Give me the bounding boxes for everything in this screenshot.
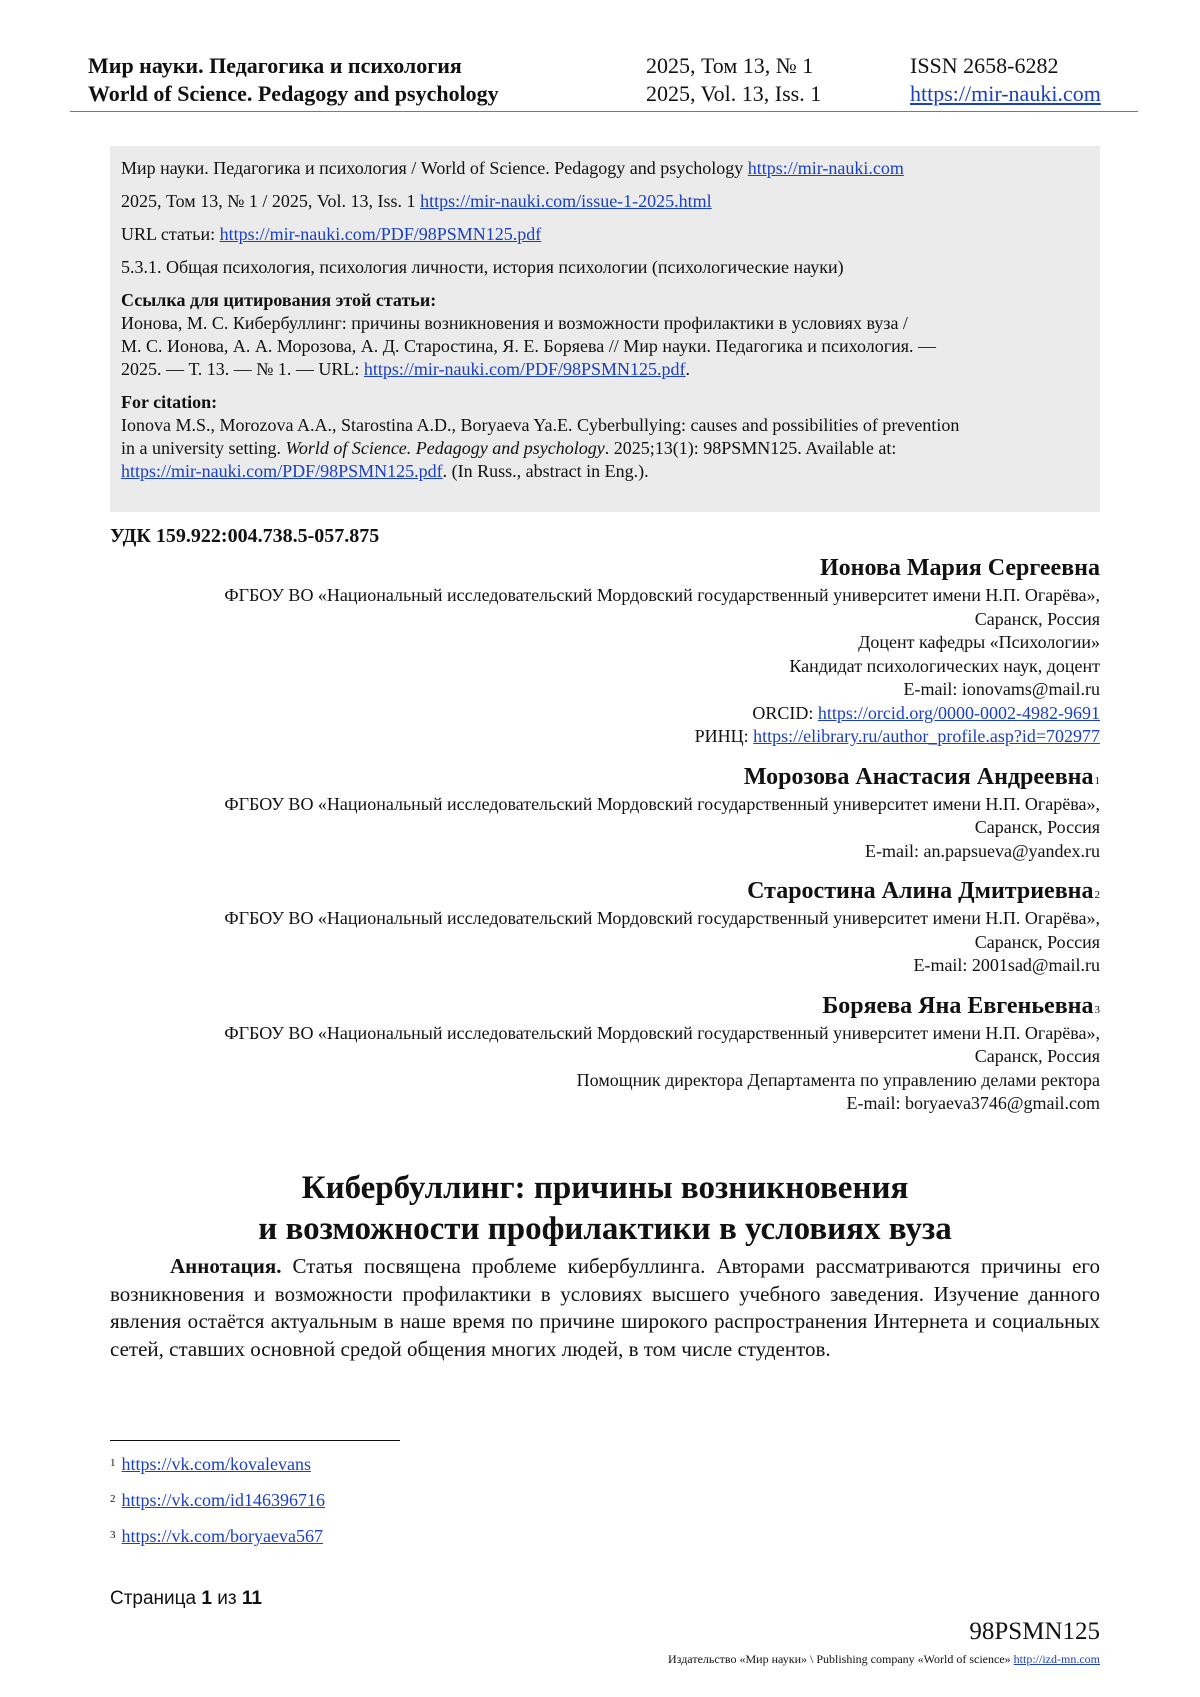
journal-title-ru: Мир науки. Педагогика и психология <box>88 53 462 78</box>
author-block <box>100 761 1100 864</box>
footnote-link[interactable]: https://vk.com/kovalevans <box>121 1454 311 1474</box>
footnote: $^2$ https://vk.com/id146396716 <box>110 1490 326 1510</box>
author-footnote-mark: 3 <box>1094 1003 1100 1016</box>
cite-ru-link[interactable]: https://mir-nauki.com/PDF/98PSMN125.pdf <box>363 359 686 379</box>
article-title-line2: и возможности профилактики в условиях вуза <box>258 1211 952 1247</box>
footnote-divider <box>110 1440 400 1441</box>
author-name: Боряева Яна Евгеньевна$^3$ <box>822 992 1100 1019</box>
journal-titles <box>88 52 499 108</box>
author-email: E-mail: boryaeva3746@gmail.com <box>846 1093 1100 1113</box>
author-email: E-mail: ionovams@mail.ru <box>903 679 1100 699</box>
cite-ru-line3: 2025. — Т. 13. — № 1. — URL: https://mir-nauki.com/PDF/98PSMN125.pdf. <box>121 359 691 379</box>
page-number: Страница 1 из 11 <box>110 1588 262 1609</box>
cite-en-line1: Ionova M.S., Morozova A.A., Starostina A.D., Boryaeva Ya.E. Cyberbullying: causes and possibilities of prevention <box>121 415 960 435</box>
abstract-text: Статья посвящена проблеме кибербуллинга. Авторами рассматриваются причины его возникновения и возможности профилактики в условиях высшего учебного заведения. Изучение данного явления остаётся актуальным в наше время по причине широкого распространения Интернета и социальных сетей, ставших основной средой общения многих людей, в том числе студентов. <box>110 1254 1100 1361</box>
author-block <box>100 875 1100 978</box>
author-footnote-mark: 2 <box>1094 889 1100 901</box>
issue-en: 2025, Vol. 13, Iss. 1 <box>646 81 822 106</box>
authors-section <box>100 552 1100 1128</box>
footnote-link[interactable]: https://vk.com/id146396716 <box>121 1490 326 1510</box>
author-email: E-mail: an.papsueva@yandex.ru <box>865 840 1100 861</box>
journal-header <box>88 52 1118 112</box>
author-position: Помощник директора Департамента по управлению делами ректора <box>576 1069 1100 1090</box>
author-email: E-mail: 2001sad@mail.ru <box>913 955 1100 975</box>
author-affiliation: ФГБОУ ВО «Национальный исследовательский Мордовский государственный университет имени Н.П. Огарёва», <box>224 1022 1100 1043</box>
abstract <box>110 1253 1100 1363</box>
author-footnote-mark: 1 <box>1094 774 1100 787</box>
footnotes <box>110 1452 325 1560</box>
author-affiliation: ФГБОУ ВО «Национальный исследовательский Мордовский государственный университет имени Н.П. Огарёва», <box>224 908 1100 928</box>
orcid-link[interactable]: https://orcid.org/0000-0002-4982-9691 <box>817 702 1100 723</box>
issn: ISSN 2658-6282 <box>910 53 1059 78</box>
cite-en-link[interactable]: https://mir-nauki.com/PDF/98PSMN125.pdf <box>121 461 443 481</box>
author-city: Саранск, Россия <box>974 817 1100 837</box>
author-city: Саранск, Россия <box>974 1046 1100 1066</box>
info-line-issue: 2025, Том 13, № 1 / 2025, Vol. 13, Iss. 1 https://mir-nauki.com/issue-1-2025.html <box>121 191 712 211</box>
site-link[interactable]: https://mir-nauki.com <box>910 81 1101 106</box>
publisher-line: Издательство «Мир науки» \ Publishing company «World of science» http://izd-mn.com <box>668 1652 1100 1666</box>
cite-en-heading: For citation: <box>121 392 218 412</box>
author-name: Морозова Анастасия Андреевна$^1$ <box>743 763 1100 790</box>
author-name: Ионова Мария Сергеевна <box>820 555 1100 581</box>
author-name: Старостина Алина Дмитриевна$^2$ <box>747 878 1100 904</box>
udk-code: УДК 159.922:004.738.5-057.875 <box>110 525 380 547</box>
author-affiliation: ФГБОУ ВО «Национальный исследовательский Мордовский государственный университет имени Н.П. Огарёва», <box>224 793 1100 814</box>
cite-ru-heading: Ссылка для цитирования этой статьи: <box>121 290 437 310</box>
article-title <box>110 1168 1100 1250</box>
issue-link[interactable]: https://mir-nauki.com/issue-1-2025.html <box>420 191 712 211</box>
info-line-url: URL статьи: https://mir-nauki.com/PDF/98PSMN125.pdf <box>121 224 542 244</box>
author-affiliation: ФГБОУ ВО «Национальный исследовательский Мордовский государственный университет имени Н.П. Огарёва», <box>224 585 1100 605</box>
issn-block <box>910 52 1101 108</box>
footnote-link[interactable]: https://vk.com/boryaeva567 <box>121 1526 323 1546</box>
header-divider <box>70 111 1138 112</box>
publisher-link[interactable]: http://izd-mn.com <box>1013 1652 1100 1666</box>
author-block <box>100 552 1100 749</box>
issue-ru: 2025, Том 13, № 1 <box>646 53 814 78</box>
author-city: Саранск, Россия <box>974 608 1100 629</box>
cite-en-line3: https://mir-nauki.com/PDF/98PSMN125.pdf. (In Russ., abstract in Eng.). <box>121 461 649 481</box>
cite-ru-line2: М. С. Ионова, А. А. Морозова, А. Д. Старостина, Я. Е. Боряева // Мир науки. Педагогика и психология. — <box>121 336 937 356</box>
journal-link[interactable]: https://mir-nauki.com <box>747 158 904 178</box>
author-block <box>100 990 1100 1116</box>
article-title-line1: Кибербуллинг: причины возникновения <box>301 1170 909 1206</box>
journal-title-en: World of Science. Pedagogy and psychology <box>88 81 499 106</box>
author-orcid: ORCID: https://orcid.org/0000-0002-4982-9691 <box>752 702 1100 723</box>
info-line-journal: Мир науки. Педагогика и психология / World of Science. Pedagogy and psychology https://mir-nauki.com <box>121 158 904 178</box>
footnote: $^3$ https://vk.com/boryaeva567 <box>110 1526 323 1546</box>
author-degree: Кандидат психологических наук, доцент <box>789 655 1100 676</box>
cite-ru-line1: Ионова, М. С. Кибербуллинг: причины возникновения и возможности профилактики в условиях вуза / <box>121 313 908 333</box>
citation-info-box <box>110 146 1100 512</box>
footnote: $^1$ https://vk.com/kovalevans <box>110 1454 311 1474</box>
author-rinc: РИНЦ: https://elibrary.ru/author_profile.asp?id=702977 <box>694 726 1100 746</box>
author-position: Доцент кафедры «Психологии» <box>858 632 1100 652</box>
abstract-label: Аннотация. <box>170 1254 282 1278</box>
issue-info <box>646 52 821 108</box>
author-city: Саранск, Россия <box>974 931 1100 952</box>
rinc-link[interactable]: https://elibrary.ru/author_profile.asp?id=702977 <box>753 726 1100 746</box>
info-line-specialty: 5.3.1. Общая психология, психология личности, история психологии (психологические науки) <box>121 257 844 277</box>
article-code: 98PSMN125 <box>969 1618 1100 1645</box>
article-url-link[interactable]: https://mir-nauki.com/PDF/98PSMN125.pdf <box>219 224 542 244</box>
cite-en-line2: in a university setting. World of Science. Pedagogy and psychology. 2025;13(1): 98PSMN125. Available at: <box>121 438 897 458</box>
